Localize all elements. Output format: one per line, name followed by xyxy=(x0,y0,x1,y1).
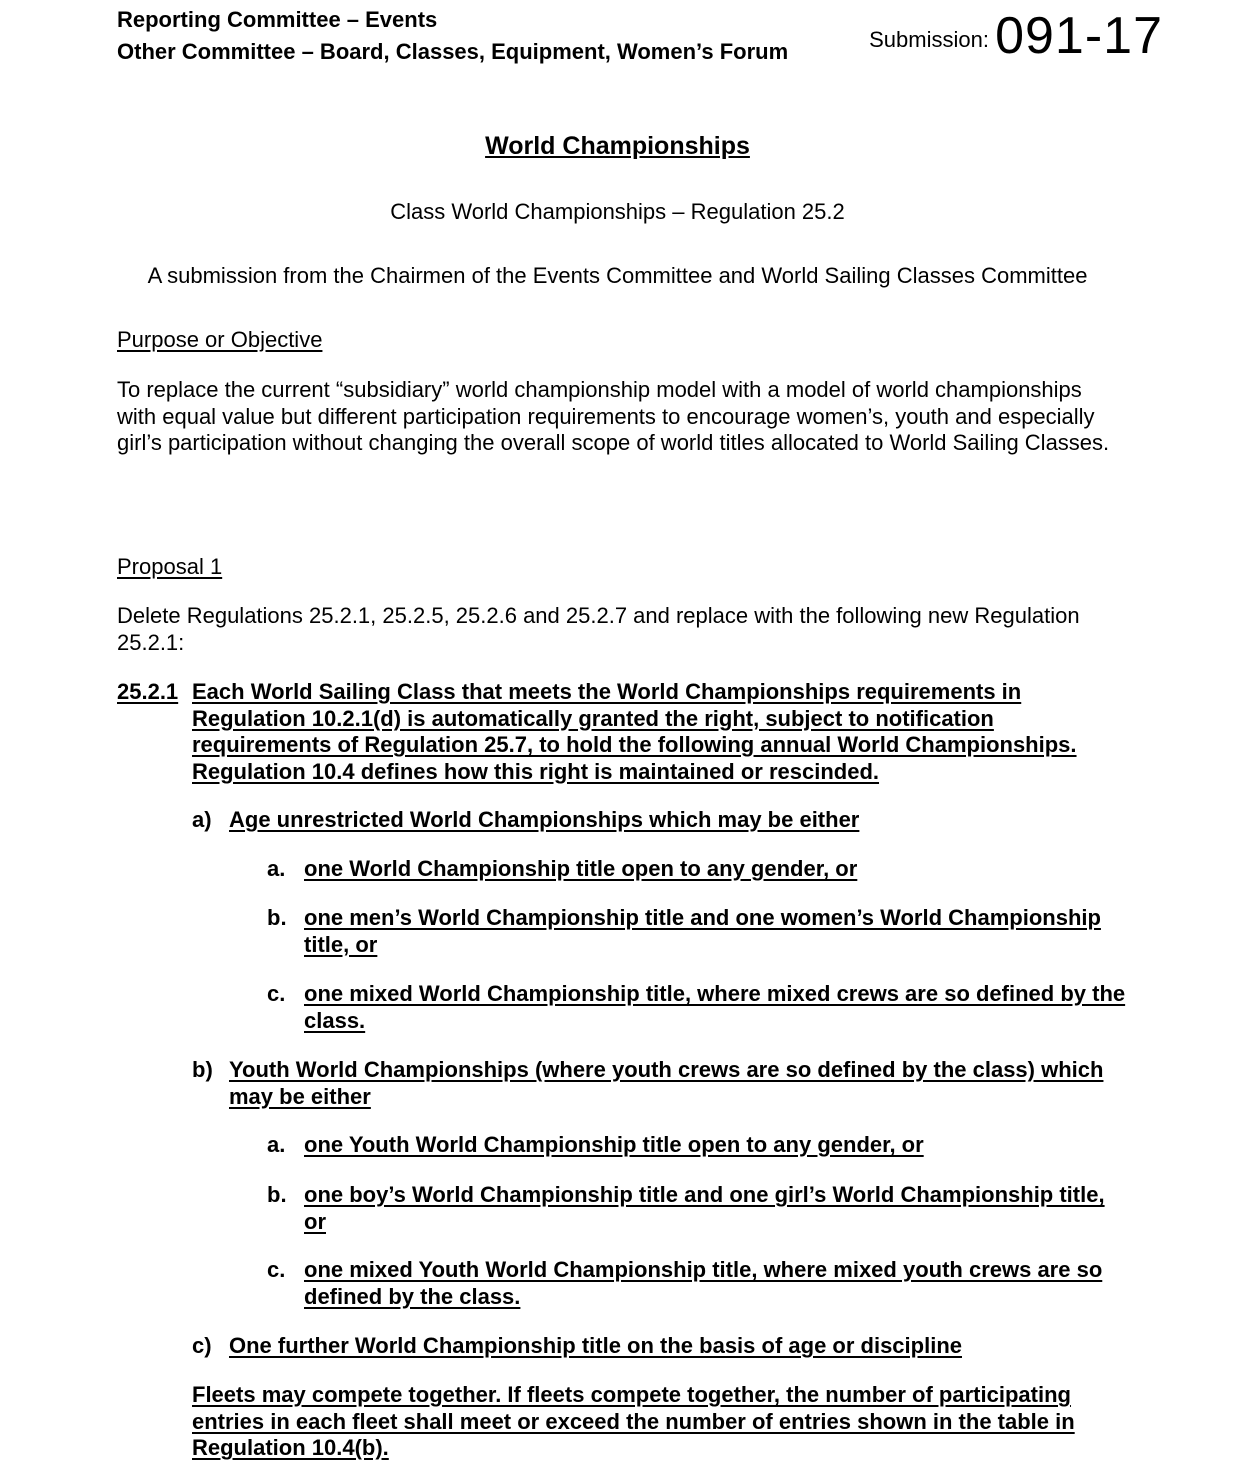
submission-number: 091-17 xyxy=(995,7,1163,65)
sub-item-text: one mixed Youth World Championship title, where mixed youth crews are so defined by the class. xyxy=(304,1257,1103,1309)
purpose-text: To replace the current “subsidiary” world championship model with a model of world championships with equal value but different participation requirements to encourage women’s, youth and especially girl’s participation without changing the overall scope of world titles allocated to World Sailing Classes. xyxy=(117,377,1110,455)
regulation-25-2-1 xyxy=(117,679,1127,785)
submission-from: A submission from the Chairmen of the Events Committee and World Sailing Classes Committee xyxy=(147,263,1088,288)
proposal-intro: Delete Regulations 25.2.1, 25.2.5, 25.2.6 and 25.2.7 and replace with the following new Regulation 25.2.1: xyxy=(117,603,1080,655)
sub-item-text: one World Championship title open to any gender, or xyxy=(304,856,858,881)
sub-item-a-b xyxy=(267,905,1127,958)
regulation-text: Each World Sailing Class that meets the World Championships requirements in Regulation 10.2.1(d) is automatically granted the right, subject to notification requirements of Regulation 25.7, to hold the following annual World Championships. Regulation 10.4 defines how this right is maintained or rescinded. xyxy=(192,679,1077,784)
list-item-text: One further World Championship title on the basis of age or discipline xyxy=(229,1333,962,1358)
regulation-number: 25.2.1 xyxy=(117,679,179,704)
sub-marker: c. xyxy=(267,1257,286,1282)
reporting-committee: Reporting Committee – Events xyxy=(117,7,438,32)
list-item-b xyxy=(192,1057,1132,1110)
list-item-c xyxy=(192,1333,1132,1360)
sub-item-a-a xyxy=(267,856,1127,883)
list-item-text: Youth World Championships (where youth crews are so defined by the class) which may be either xyxy=(229,1057,1104,1109)
fleets-note: Fleets may compete together. If fleets compete together, the number of participating entries in each fleet shall meet or exceed the number of entries shown in the table in Regulation 10.4(b). xyxy=(192,1382,1075,1460)
list-marker: c) xyxy=(192,1333,212,1358)
purpose-heading: Purpose or Objective xyxy=(117,327,323,352)
sub-item-text: one Youth World Championship title open to any gender, or xyxy=(304,1132,924,1157)
sub-marker: c. xyxy=(267,981,286,1006)
sub-item-text: one boy’s World Championship title and one girl’s World Championship title, or xyxy=(304,1182,1105,1234)
list-marker: b) xyxy=(192,1057,213,1082)
other-committee: Other Committee – Board, Classes, Equipment, Women’s Forum xyxy=(117,39,789,64)
sub-marker: a. xyxy=(267,856,286,881)
proposal-heading: Proposal 1 xyxy=(117,554,223,579)
header-committees xyxy=(117,4,788,68)
sub-item-a-c xyxy=(267,981,1127,1034)
submission-id xyxy=(869,6,1163,66)
list-item-text: Age unrestricted World Championships which may be either xyxy=(229,807,860,832)
sub-marker: b. xyxy=(267,1182,287,1207)
document-subtitle: Class World Championships – Regulation 25.2 xyxy=(390,199,845,224)
sub-marker: b. xyxy=(267,905,287,930)
list-marker: a) xyxy=(192,807,212,832)
list-item-a xyxy=(192,807,1132,834)
document-title: World Championships xyxy=(485,132,750,160)
sub-item-text: one men’s World Championship title and one women’s World Championship title, or xyxy=(304,905,1101,957)
sub-item-b-a xyxy=(267,1132,1127,1159)
sub-item-b-b xyxy=(267,1182,1127,1235)
sub-item-text: one mixed World Championship title, where mixed crews are so defined by the class. xyxy=(304,981,1126,1033)
submission-label: Submission: xyxy=(869,27,989,52)
sub-marker: a. xyxy=(267,1132,286,1157)
sub-item-b-c xyxy=(267,1257,1127,1310)
